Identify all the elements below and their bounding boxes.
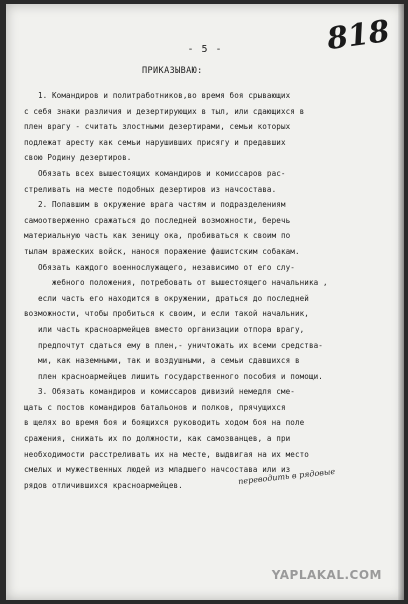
- document-lines: [24, 88, 394, 493]
- document-line: щать с постов командиров батальонов и полков, прячущихся: [24, 402, 286, 412]
- document-line: Обязать всех вышестоящих командиров и комиссаров рас-: [38, 168, 286, 178]
- watermark: YAPLAKAL.COM: [271, 568, 382, 582]
- page-number: - 5 -: [187, 44, 223, 55]
- document-heading: ПРИКАЗЫВАЮ:: [142, 66, 203, 76]
- document-line: стреливать на месте подобных дезертиров из начсостава.: [24, 184, 277, 194]
- document-line: ми, как наземными, так и воздушными, а семьи сдавшихся в: [38, 356, 300, 366]
- document-line: возможности, чтобы пробиться к своим, и если такой начальник,: [24, 309, 309, 319]
- document-line: жебного положения, потребовать от вышестоящего начальника ,: [52, 278, 328, 288]
- document-body: [24, 66, 394, 493]
- document-line: самоотверженно сражаться до последней возможности, беречь: [24, 215, 291, 225]
- document-line: в щелях во время боя и боящихся руководить ходом боя на поле: [24, 418, 305, 428]
- document-line: Обязать каждого военнослужащего, независимо от его слу-: [38, 262, 295, 272]
- document-line: 2. Попавшим в окружение врага частям и подразделениям: [38, 200, 286, 210]
- document-line: сражения, снижать их по должности, как самозванцев, а при: [24, 434, 291, 444]
- document-line: если часть его находится в окружении, драться до последней: [38, 293, 309, 303]
- document-line: 3. Обязать командиров и комиссаров дивизий немедля сме-: [38, 387, 295, 397]
- document-line: смелых и мужественных людей из младшего начсостава или из: [24, 465, 291, 475]
- handwritten-page-number: 818: [325, 13, 393, 58]
- document-line: необходимости расстреливать их на месте, выдвигая на их место: [24, 449, 309, 459]
- document-line: свою Родину дезертиров.: [24, 153, 132, 163]
- document-line: плен врагу - считать злостными дезертирами, семьи которых: [24, 122, 291, 132]
- handwritten-annotation: переводить в рядовые: [237, 466, 336, 487]
- document-page: [6, 4, 404, 600]
- document-line: или часть красноармейцев вместо организации отпора врагу,: [38, 324, 305, 334]
- document-line: рядов отличившихся красноармейцев.: [24, 480, 183, 490]
- document-line: материальную часть как зеницу ока, пробиваться к своим по: [24, 231, 291, 241]
- document-line: предпочтут сдаться ему в плен,- уничтожать их всеми средства-: [38, 340, 323, 350]
- document-line: тылам вражеских войск, нанося поражение фашистским собакам.: [24, 246, 300, 256]
- document-line: плен красноармейцев лишить государственного пособия и помощи.: [38, 371, 323, 381]
- document-line: с себя знаки различия и дезертирующих в тыл, или сдающихся в: [24, 106, 305, 116]
- document-line: 1. Командиров и политработников,во время боя срывающих: [38, 91, 291, 100]
- document-line: подлежат аресту как семьи нарушивших присягу и предавших: [24, 137, 286, 147]
- page-edge-shadow: [398, 4, 404, 600]
